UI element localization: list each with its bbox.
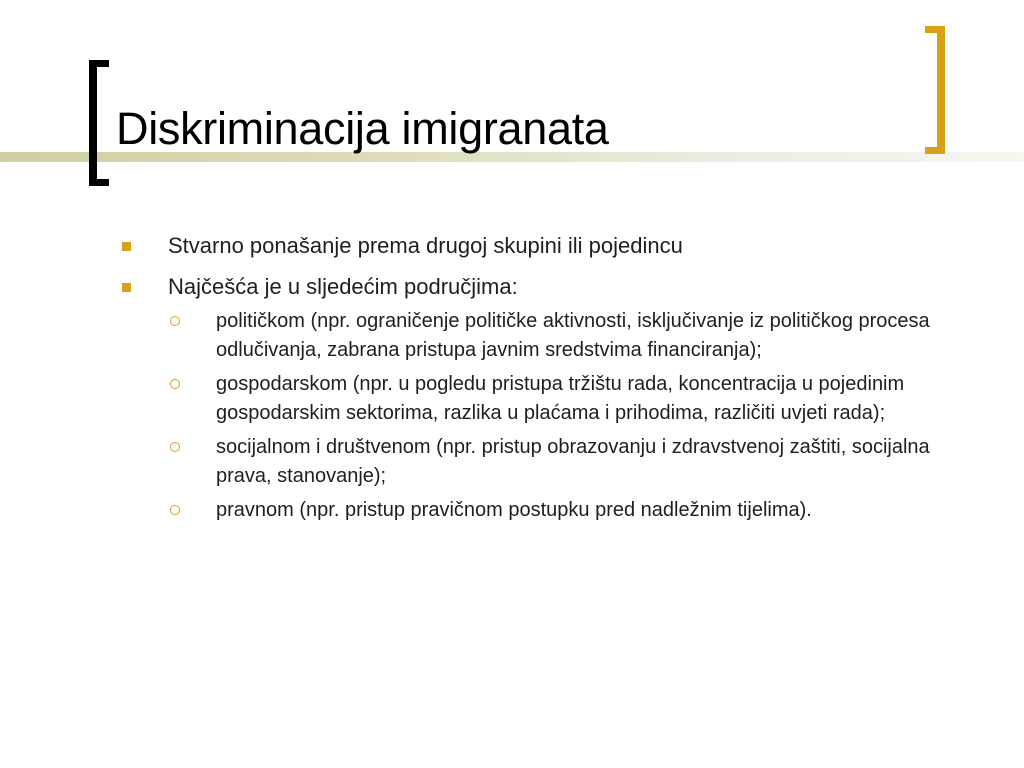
bullet-text: Najčešća je u sljedećim područjima: bbox=[168, 274, 518, 299]
circle-bullet-icon bbox=[170, 442, 180, 452]
right-bracket-bottom bbox=[925, 147, 945, 154]
sub-bullet-item bbox=[118, 496, 958, 525]
sub-bullet-item bbox=[118, 433, 958, 491]
left-bracket-top bbox=[89, 60, 109, 67]
circle-bullet-icon bbox=[170, 505, 180, 515]
circle-bullet-icon bbox=[170, 316, 180, 326]
right-bracket-top bbox=[925, 26, 945, 33]
slide-title: Diskriminacija imigranata bbox=[116, 103, 609, 154]
sub-bullet-text: gospodarskom (npr. u pogledu pristupa tržištu rada, koncentracija u pojedinim gospodarskim sektorima, razlika u plaćama i prihodima, različiti uvjeti rada); bbox=[216, 373, 905, 424]
circle-bullet-icon bbox=[170, 379, 180, 389]
sub-bullet-text: socijalnom i društvenom (npr. pristup obrazovanju i zdravstvenoj zaštiti, socijalna prava, stanovanje); bbox=[216, 436, 930, 487]
left-bracket-bottom bbox=[89, 179, 109, 186]
square-bullet-icon bbox=[122, 283, 131, 292]
sub-bullet-text: pravnom (npr. pristup pravičnom postupku pred nadležnim tijelima). bbox=[216, 499, 812, 521]
sub-bullet-item bbox=[118, 307, 958, 365]
bullet-item bbox=[118, 271, 958, 303]
right-bracket-decoration bbox=[925, 26, 945, 154]
slide-content bbox=[118, 230, 958, 530]
sub-bullet-list bbox=[118, 307, 958, 525]
bullet-item bbox=[118, 230, 958, 262]
left-bracket-decoration bbox=[89, 60, 109, 186]
square-bullet-icon bbox=[122, 242, 131, 251]
left-bracket-stem bbox=[89, 60, 97, 186]
right-bracket-stem bbox=[937, 26, 945, 154]
sub-bullet-text: političkom (npr. ograničenje političke aktivnosti, isključivanje iz političkog procesa odlučivanja, zabrana pristupa javnim sredstvima financiranja); bbox=[216, 310, 930, 361]
bullet-text: Stvarno ponašanje prema drugoj skupini ili pojedincu bbox=[168, 233, 683, 258]
sub-bullet-item bbox=[118, 370, 958, 428]
